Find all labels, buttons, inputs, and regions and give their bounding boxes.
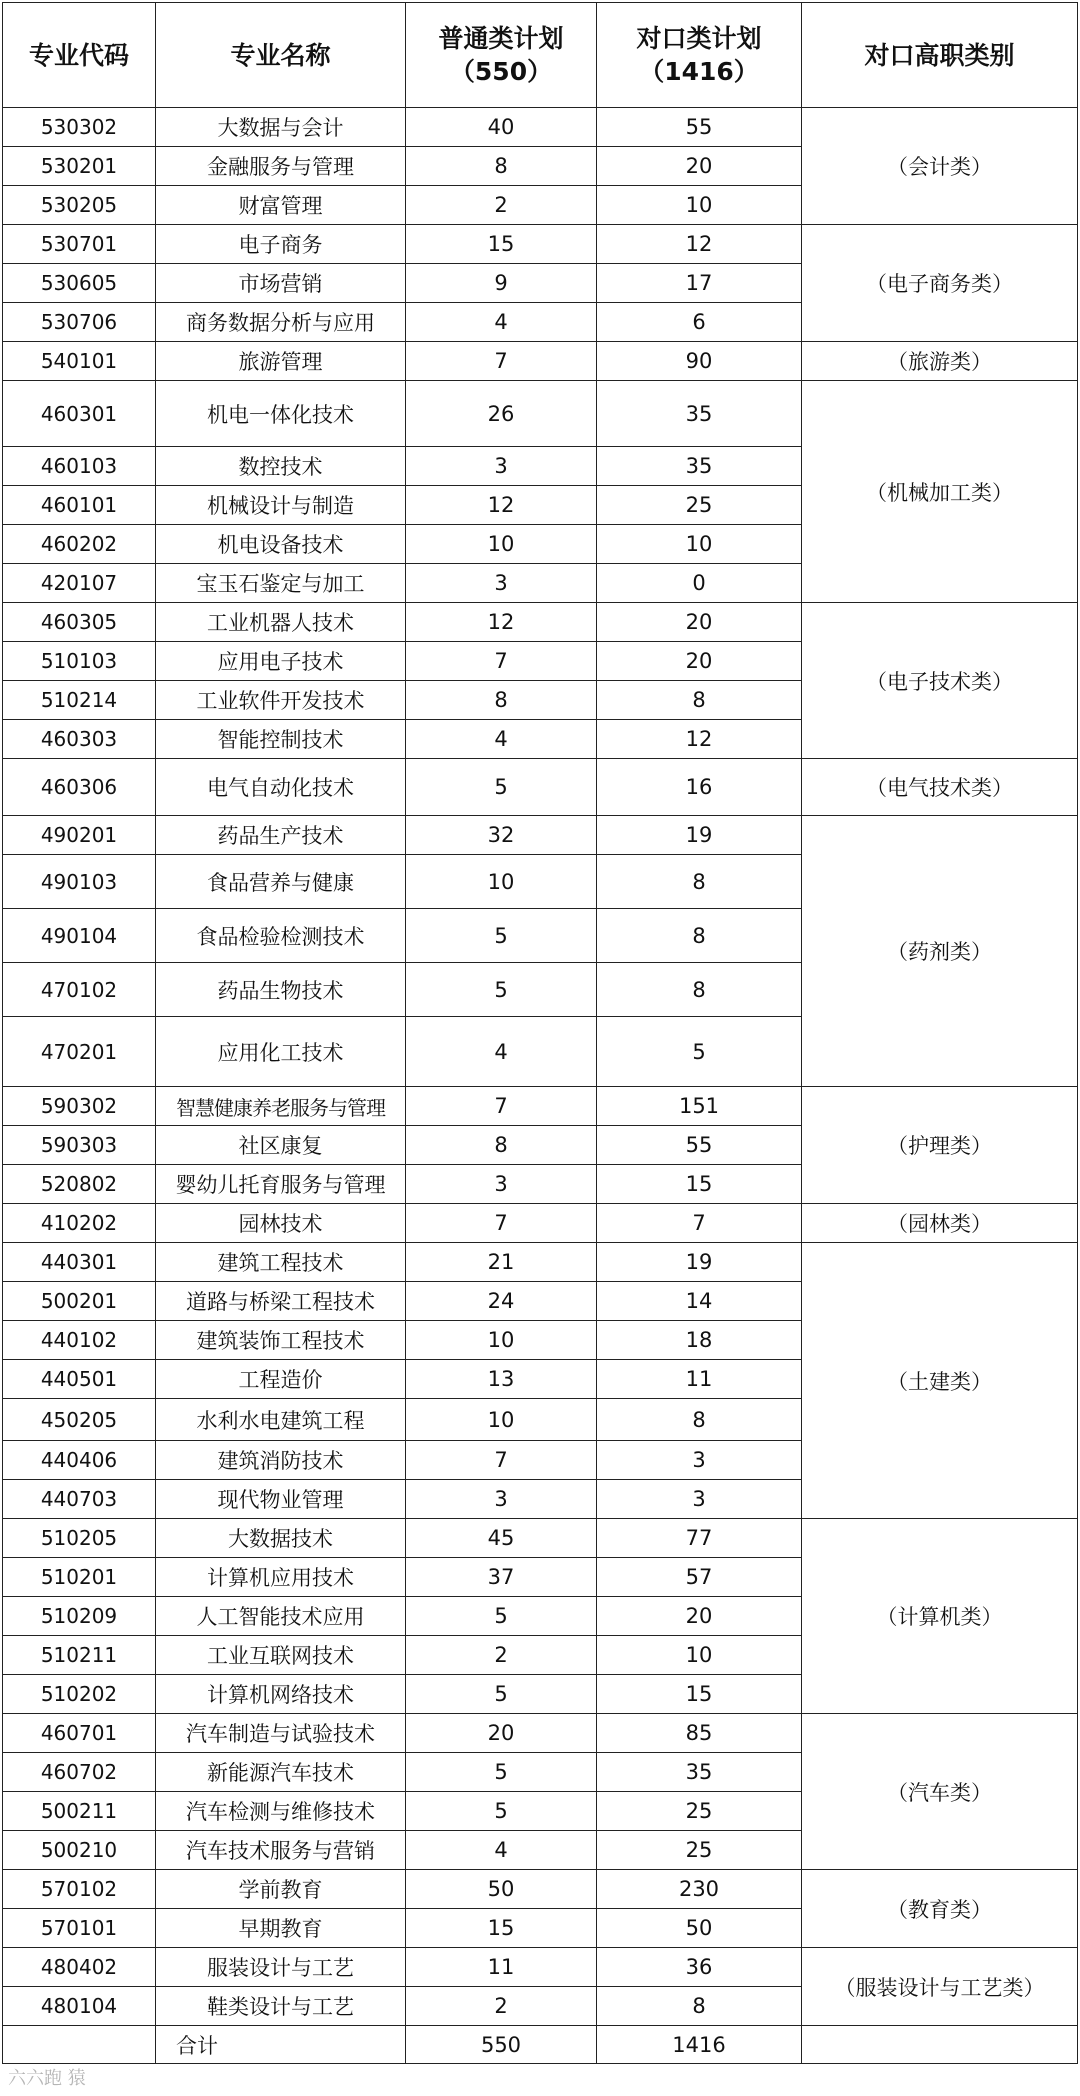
program-name: 大数据与会计 bbox=[156, 108, 406, 147]
vocational-plan-count: 25 bbox=[597, 1792, 802, 1831]
vocational-plan-count: 8 bbox=[597, 909, 802, 963]
general-plan-count: 2 bbox=[406, 1636, 597, 1675]
general-plan-count: 13 bbox=[406, 1360, 597, 1399]
vocational-plan-count: 19 bbox=[597, 816, 802, 855]
general-plan-count: 7 bbox=[406, 1441, 597, 1480]
general-plan-count: 10 bbox=[406, 1399, 597, 1441]
program-code: 440102 bbox=[3, 1321, 156, 1360]
program-code: 570102 bbox=[3, 1870, 156, 1909]
general-plan-count: 3 bbox=[406, 1480, 597, 1519]
program-name: 汽车检测与维修技术 bbox=[156, 1792, 406, 1831]
vocational-category: （教育类） bbox=[802, 1870, 1078, 1948]
program-name: 社区康复 bbox=[156, 1126, 406, 1165]
vocational-plan-count: 230 bbox=[597, 1870, 802, 1909]
program-code: 460301 bbox=[3, 381, 156, 447]
vocational-category: （汽车类） bbox=[802, 1714, 1078, 1870]
program-code: 460306 bbox=[3, 759, 156, 816]
program-code: 480402 bbox=[3, 1948, 156, 1987]
program-code: 490104 bbox=[3, 909, 156, 963]
vocational-plan-count: 10 bbox=[597, 525, 802, 564]
program-name: 电子商务 bbox=[156, 225, 406, 264]
general-plan-count: 5 bbox=[406, 963, 597, 1017]
vocational-plan-count: 8 bbox=[597, 1399, 802, 1441]
program-code: 510201 bbox=[3, 1558, 156, 1597]
vocational-plan-count: 85 bbox=[597, 1714, 802, 1753]
program-name: 水利水电建筑工程 bbox=[156, 1399, 406, 1441]
program-name: 汽车制造与试验技术 bbox=[156, 1714, 406, 1753]
program-code: 590302 bbox=[3, 1087, 156, 1126]
program-code: 510211 bbox=[3, 1636, 156, 1675]
general-plan-count: 3 bbox=[406, 564, 597, 603]
program-code: 450205 bbox=[3, 1399, 156, 1441]
general-plan-count: 5 bbox=[406, 1792, 597, 1831]
table-row bbox=[3, 759, 1078, 816]
program-code: 510209 bbox=[3, 1597, 156, 1636]
vocational-category: （机械加工类） bbox=[802, 381, 1078, 603]
vocational-plan-count: 15 bbox=[597, 1165, 802, 1204]
program-code: 440703 bbox=[3, 1480, 156, 1519]
program-code: 410202 bbox=[3, 1204, 156, 1243]
general-plan-count: 3 bbox=[406, 1165, 597, 1204]
total-general: 550 bbox=[406, 2026, 597, 2064]
program-code: 490201 bbox=[3, 816, 156, 855]
general-plan-count: 2 bbox=[406, 186, 597, 225]
table-row bbox=[3, 1870, 1078, 1909]
general-plan-count: 7 bbox=[406, 1204, 597, 1243]
program-code: 510202 bbox=[3, 1675, 156, 1714]
header-code: 专业代码 bbox=[3, 3, 156, 108]
program-code: 460303 bbox=[3, 720, 156, 759]
header-vocational-total: （1416） bbox=[639, 57, 759, 86]
general-plan-count: 9 bbox=[406, 264, 597, 303]
header-category: 对口高职类别 bbox=[802, 3, 1078, 108]
program-name: 工业软件开发技术 bbox=[156, 681, 406, 720]
vocational-plan-count: 55 bbox=[597, 108, 802, 147]
program-name: 工业互联网技术 bbox=[156, 1636, 406, 1675]
header-row bbox=[3, 3, 1078, 108]
vocational-plan-count: 3 bbox=[597, 1441, 802, 1480]
table-row bbox=[3, 342, 1078, 381]
vocational-plan-count: 3 bbox=[597, 1480, 802, 1519]
general-plan-count: 5 bbox=[406, 1675, 597, 1714]
table-row bbox=[3, 816, 1078, 855]
program-name: 建筑工程技术 bbox=[156, 1243, 406, 1282]
program-name: 药品生产技术 bbox=[156, 816, 406, 855]
table-row bbox=[3, 603, 1078, 642]
program-name: 旅游管理 bbox=[156, 342, 406, 381]
program-code: 530201 bbox=[3, 147, 156, 186]
header-general-title: 普通类计划 bbox=[438, 24, 564, 53]
program-code: 460701 bbox=[3, 1714, 156, 1753]
vocational-plan-count: 11 bbox=[597, 1360, 802, 1399]
program-code: 460202 bbox=[3, 525, 156, 564]
vocational-plan-count: 19 bbox=[597, 1243, 802, 1282]
program-name: 市场营销 bbox=[156, 264, 406, 303]
program-name: 药品生物技术 bbox=[156, 963, 406, 1017]
vocational-plan-count: 151 bbox=[597, 1087, 802, 1126]
general-plan-count: 10 bbox=[406, 525, 597, 564]
program-name: 建筑装饰工程技术 bbox=[156, 1321, 406, 1360]
program-name: 服装设计与工艺 bbox=[156, 1948, 406, 1987]
program-name: 数控技术 bbox=[156, 447, 406, 486]
vocational-plan-count: 12 bbox=[597, 720, 802, 759]
general-plan-count: 8 bbox=[406, 147, 597, 186]
program-name: 婴幼儿托育服务与管理 bbox=[156, 1165, 406, 1204]
total-category-cell bbox=[802, 2026, 1078, 2064]
program-name: 学前教育 bbox=[156, 1870, 406, 1909]
table-row bbox=[3, 1714, 1078, 1753]
program-code: 460101 bbox=[3, 486, 156, 525]
program-name: 道路与桥梁工程技术 bbox=[156, 1282, 406, 1321]
total-code-cell bbox=[3, 2026, 156, 2064]
program-name: 机械设计与制造 bbox=[156, 486, 406, 525]
total-vocational: 1416 bbox=[597, 2026, 802, 2064]
general-plan-count: 8 bbox=[406, 681, 597, 720]
header-general-plan bbox=[406, 3, 597, 108]
program-code: 440501 bbox=[3, 1360, 156, 1399]
program-code: 500201 bbox=[3, 1282, 156, 1321]
program-code: 470201 bbox=[3, 1017, 156, 1087]
table-row bbox=[3, 1087, 1078, 1126]
program-code: 530706 bbox=[3, 303, 156, 342]
program-name: 计算机应用技术 bbox=[156, 1558, 406, 1597]
vocational-plan-count: 8 bbox=[597, 1987, 802, 2026]
vocational-plan-count: 14 bbox=[597, 1282, 802, 1321]
general-plan-count: 32 bbox=[406, 816, 597, 855]
program-code: 530605 bbox=[3, 264, 156, 303]
table-row bbox=[3, 108, 1078, 147]
program-code: 530701 bbox=[3, 225, 156, 264]
program-name: 金融服务与管理 bbox=[156, 147, 406, 186]
program-name: 建筑消防技术 bbox=[156, 1441, 406, 1480]
vocational-plan-count: 25 bbox=[597, 1831, 802, 1870]
vocational-category: （电子技术类） bbox=[802, 603, 1078, 759]
table-row bbox=[3, 381, 1078, 447]
program-name: 食品检验检测技术 bbox=[156, 909, 406, 963]
header-general-total: （550） bbox=[449, 57, 553, 86]
program-name: 现代物业管理 bbox=[156, 1480, 406, 1519]
table-row bbox=[3, 1948, 1078, 1987]
program-code: 440301 bbox=[3, 1243, 156, 1282]
program-name: 新能源汽车技术 bbox=[156, 1753, 406, 1792]
general-plan-count: 20 bbox=[406, 1714, 597, 1753]
general-plan-count: 5 bbox=[406, 1597, 597, 1636]
header-vocational-title: 对口类计划 bbox=[636, 24, 762, 53]
program-name: 人工智能技术应用 bbox=[156, 1597, 406, 1636]
general-plan-count: 2 bbox=[406, 1987, 597, 2026]
vocational-plan-count: 8 bbox=[597, 855, 802, 909]
program-name: 大数据技术 bbox=[156, 1519, 406, 1558]
program-name: 早期教育 bbox=[156, 1909, 406, 1948]
program-code: 460702 bbox=[3, 1753, 156, 1792]
program-name: 汽车技术服务与营销 bbox=[156, 1831, 406, 1870]
enrollment-plan-table bbox=[2, 2, 1078, 2064]
vocational-plan-count: 20 bbox=[597, 147, 802, 186]
vocational-plan-count: 16 bbox=[597, 759, 802, 816]
vocational-category: （电气技术类） bbox=[802, 759, 1078, 816]
program-name: 工程造价 bbox=[156, 1360, 406, 1399]
program-code: 460103 bbox=[3, 447, 156, 486]
header-vocational-plan bbox=[597, 3, 802, 108]
vocational-plan-count: 50 bbox=[597, 1909, 802, 1948]
program-code: 510214 bbox=[3, 681, 156, 720]
program-code: 480104 bbox=[3, 1987, 156, 2026]
program-code: 540101 bbox=[3, 342, 156, 381]
general-plan-count: 4 bbox=[406, 720, 597, 759]
vocational-category: （电子商务类） bbox=[802, 225, 1078, 342]
program-name: 应用化工技术 bbox=[156, 1017, 406, 1087]
vocational-category: （护理类） bbox=[802, 1087, 1078, 1204]
general-plan-count: 5 bbox=[406, 909, 597, 963]
vocational-category: （服装设计与工艺类） bbox=[802, 1948, 1078, 2026]
program-code: 500210 bbox=[3, 1831, 156, 1870]
total-label: 合计 bbox=[156, 2026, 406, 2064]
vocational-plan-count: 25 bbox=[597, 486, 802, 525]
program-name: 商务数据分析与应用 bbox=[156, 303, 406, 342]
program-name: 机电设备技术 bbox=[156, 525, 406, 564]
general-plan-count: 10 bbox=[406, 1321, 597, 1360]
program-code: 460305 bbox=[3, 603, 156, 642]
vocational-plan-count: 57 bbox=[597, 1558, 802, 1597]
program-code: 500211 bbox=[3, 1792, 156, 1831]
general-plan-count: 5 bbox=[406, 759, 597, 816]
vocational-plan-count: 8 bbox=[597, 681, 802, 720]
general-plan-count: 7 bbox=[406, 1087, 597, 1126]
header-name: 专业名称 bbox=[156, 3, 406, 108]
general-plan-count: 7 bbox=[406, 342, 597, 381]
general-plan-count: 12 bbox=[406, 486, 597, 525]
vocational-plan-count: 36 bbox=[597, 1948, 802, 1987]
general-plan-count: 45 bbox=[406, 1519, 597, 1558]
program-code: 470102 bbox=[3, 963, 156, 1017]
general-plan-count: 37 bbox=[406, 1558, 597, 1597]
vocational-plan-count: 35 bbox=[597, 1753, 802, 1792]
general-plan-count: 12 bbox=[406, 603, 597, 642]
general-plan-count: 4 bbox=[406, 1831, 597, 1870]
vocational-plan-count: 7 bbox=[597, 1204, 802, 1243]
vocational-plan-count: 90 bbox=[597, 342, 802, 381]
program-code: 570101 bbox=[3, 1909, 156, 1948]
general-plan-count: 3 bbox=[406, 447, 597, 486]
vocational-plan-count: 6 bbox=[597, 303, 802, 342]
vocational-plan-count: 20 bbox=[597, 642, 802, 681]
program-name: 应用电子技术 bbox=[156, 642, 406, 681]
vocational-plan-count: 77 bbox=[597, 1519, 802, 1558]
vocational-plan-count: 15 bbox=[597, 1675, 802, 1714]
vocational-category: （会计类） bbox=[802, 108, 1078, 225]
general-plan-count: 5 bbox=[406, 1753, 597, 1792]
program-code: 490103 bbox=[3, 855, 156, 909]
program-name: 电气自动化技术 bbox=[156, 759, 406, 816]
program-name: 智慧健康养老服务与管理 bbox=[156, 1087, 406, 1126]
vocational-plan-count: 12 bbox=[597, 225, 802, 264]
vocational-category: （计算机类） bbox=[802, 1519, 1078, 1714]
general-plan-count: 24 bbox=[406, 1282, 597, 1321]
vocational-plan-count: 10 bbox=[597, 186, 802, 225]
total-row bbox=[3, 2026, 1078, 2064]
table-row bbox=[3, 1204, 1078, 1243]
program-code: 530205 bbox=[3, 186, 156, 225]
vocational-plan-count: 35 bbox=[597, 447, 802, 486]
general-plan-count: 15 bbox=[406, 1909, 597, 1948]
table-row bbox=[3, 1243, 1078, 1282]
general-plan-count: 50 bbox=[406, 1870, 597, 1909]
program-name: 园林技术 bbox=[156, 1204, 406, 1243]
general-plan-count: 8 bbox=[406, 1126, 597, 1165]
vocational-plan-count: 10 bbox=[597, 1636, 802, 1675]
table-row bbox=[3, 1519, 1078, 1558]
vocational-plan-count: 55 bbox=[597, 1126, 802, 1165]
general-plan-count: 21 bbox=[406, 1243, 597, 1282]
general-plan-count: 26 bbox=[406, 381, 597, 447]
program-name: 机电一体化技术 bbox=[156, 381, 406, 447]
program-code: 510205 bbox=[3, 1519, 156, 1558]
vocational-category: （土建类） bbox=[802, 1243, 1078, 1519]
vocational-category: （旅游类） bbox=[802, 342, 1078, 381]
program-name: 食品营养与健康 bbox=[156, 855, 406, 909]
general-plan-count: 4 bbox=[406, 303, 597, 342]
general-plan-count: 40 bbox=[406, 108, 597, 147]
program-name: 宝玉石鉴定与加工 bbox=[156, 564, 406, 603]
program-code: 510103 bbox=[3, 642, 156, 681]
vocational-category: （园林类） bbox=[802, 1204, 1078, 1243]
vocational-category: （药剂类） bbox=[802, 816, 1078, 1087]
program-name: 鞋类设计与工艺 bbox=[156, 1987, 406, 2026]
program-code: 530302 bbox=[3, 108, 156, 147]
vocational-plan-count: 0 bbox=[597, 564, 802, 603]
vocational-plan-count: 17 bbox=[597, 264, 802, 303]
vocational-plan-count: 20 bbox=[597, 603, 802, 642]
program-code: 520802 bbox=[3, 1165, 156, 1204]
table-body bbox=[3, 108, 1078, 2064]
general-plan-count: 15 bbox=[406, 225, 597, 264]
program-code: 440406 bbox=[3, 1441, 156, 1480]
vocational-plan-count: 20 bbox=[597, 1597, 802, 1636]
general-plan-count: 10 bbox=[406, 855, 597, 909]
general-plan-count: 7 bbox=[406, 642, 597, 681]
vocational-plan-count: 8 bbox=[597, 963, 802, 1017]
program-name: 智能控制技术 bbox=[156, 720, 406, 759]
watermark: 六六跑 猿 bbox=[8, 2068, 86, 2089]
program-code: 420107 bbox=[3, 564, 156, 603]
vocational-plan-count: 35 bbox=[597, 381, 802, 447]
general-plan-count: 11 bbox=[406, 1948, 597, 1987]
program-name: 工业机器人技术 bbox=[156, 603, 406, 642]
vocational-plan-count: 5 bbox=[597, 1017, 802, 1087]
program-name: 财富管理 bbox=[156, 186, 406, 225]
vocational-plan-count: 18 bbox=[597, 1321, 802, 1360]
program-code: 590303 bbox=[3, 1126, 156, 1165]
general-plan-count: 4 bbox=[406, 1017, 597, 1087]
program-name: 计算机网络技术 bbox=[156, 1675, 406, 1714]
table-row bbox=[3, 225, 1078, 264]
